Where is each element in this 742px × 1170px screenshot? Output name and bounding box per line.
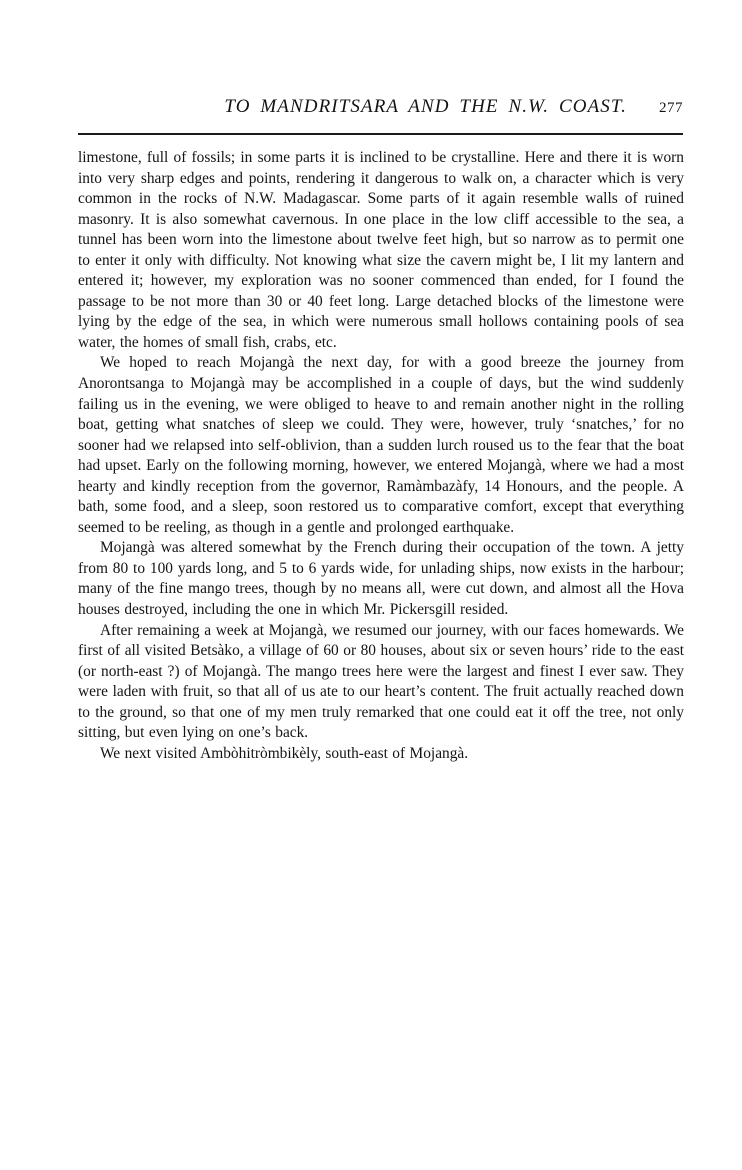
body-text — [78, 148, 684, 764]
paragraph: limestone, full of fossils; in some parts it is inclined to be crystalline. Here and there it is worn into very sharp edges and points, rendering it dangerous to walk on, a character which is very common in the rocks of N.W. Madagascar. Some parts of it again resemble walls of ruined masonry. It is also somewhat cavernous. In one place in the low cliff accessible to the sea, a tunnel has been worn into the limestone about twelve feet high, but so narrow as to permit one to enter it only with difficulty. Not knowing what size the cavern might be, I lit my lantern and entered it; however, my exploration was no sooner commenced than ended, for I found the passage to be not more than 30 or 40 feet long. Large detached blocks of the limestone were lying by the edge of the sea, in which were numerous small hollows containing pools of sea water, the homes of small fish, crabs, etc. — [78, 149, 684, 351]
running-head — [78, 96, 683, 124]
paragraph: We hoped to reach Mojangà the next day, for with a good breeze the journey from Anorontsanga to Mojangà may be accomplished in a couple of days, but the wind suddenly failing us in the evening, we were obliged to heave to and remain another night in the rolling boat, getting what snatches of sleep we could. They were, however, truly ‘snatches,’ for no sooner had we relapsed into self-oblivion, than a sudden lurch roused us to the fear that the boat had upset. Early on the following morning, however, we entered Mojangà, where we had a most hearty and kindly reception from the governor, Ramàmbazàfy, 14 Honours, and the people. A bath, some food, and a sleep, soon restored us to comparative comfort, except that everything seemed to be reeling, as though in a gentle and prolonged earthquake. — [78, 354, 684, 536]
paragraph: Mojangà was altered somewhat by the French during their occupation of the town. A jetty from 80 to 100 yards long, and 5 to 6 yards wide, for unlading ships, now exists in the harbour; many of the fine mango trees, though by no means all, were cut down, and almost all the Hova houses destroyed, including the one in which Mr. Pickersgill resided. — [78, 539, 684, 619]
header-divider — [78, 133, 683, 135]
paragraph: After remaining a week at Mojangà, we resumed our journey, with our faces homewards. We first of all visited Betsàko, a village of 60 or 80 houses, about six or seven hours’ ride to the east (or north-east ?) of Mojangà. The mango trees here were the largest and finest I ever saw. They were laden with fruit, so that all of us ate to our heart’s content. The fruit actually reached down to the ground, so that one of my men truly remarked that one could eat it off the tree, not only sitting, but even lying on one’s back. — [78, 621, 684, 742]
paragraph: We next visited Ambòhitròmbikèly, south-east of Mojangà. — [100, 744, 469, 762]
running-head-title: TO MANDRITSARA AND THE N.W. COAST. — [224, 96, 627, 117]
page-number: 277 — [659, 100, 683, 116]
